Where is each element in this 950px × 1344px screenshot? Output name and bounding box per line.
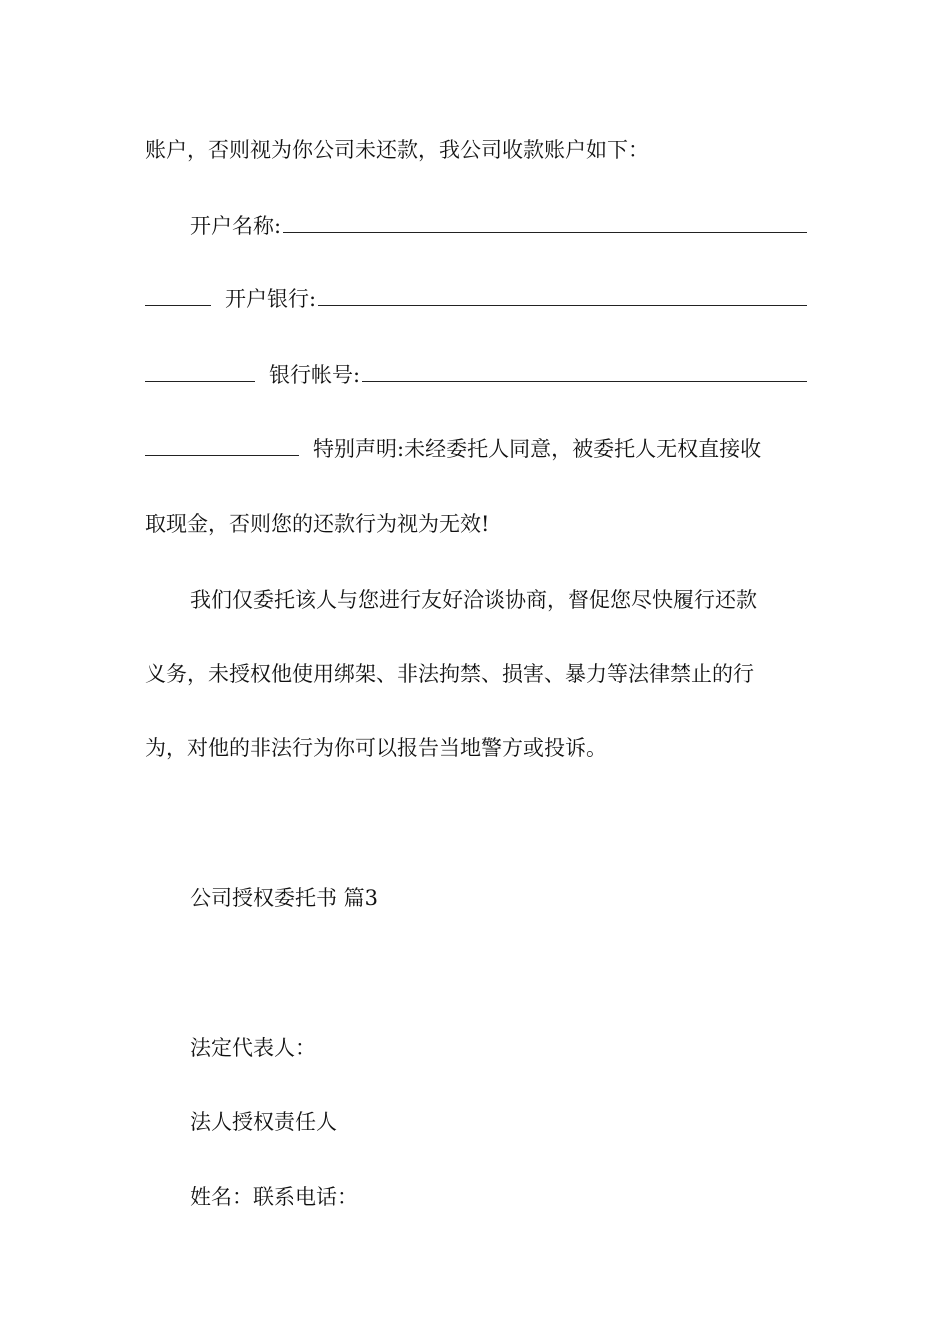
- text: 为，对他的非法行为你可以报告当地警方或投诉。: [145, 736, 607, 760]
- text: 法定代表人：: [190, 1036, 316, 1060]
- account-name-blank: [283, 210, 807, 233]
- account-no-row: [145, 359, 807, 391]
- bank-blank: [318, 283, 807, 306]
- name-phone: [145, 1181, 807, 1213]
- text: 我们仅委托该人与您进行友好洽谈协商，督促您尽快履行还款: [190, 588, 757, 612]
- section-title-text: 公司授权委托书 篇3: [190, 886, 379, 910]
- account-no-blank-cont: [145, 433, 299, 456]
- special-statement-text: 特别声明:未经委托人同意，被委托人无权直接收: [313, 437, 762, 461]
- special-statement-row: [145, 433, 807, 465]
- bank-blank-cont: [145, 359, 255, 382]
- account-name-label: 开户名称:: [190, 214, 282, 238]
- text-line-account-intro: [145, 134, 807, 166]
- account-name-blank-cont: [145, 283, 211, 306]
- bank-label: 开户银行:: [225, 287, 317, 311]
- text-line-cash: [145, 508, 807, 540]
- bank-row: [145, 283, 807, 315]
- text: 账户，否则视为你公司未还款，我公司收款账户如下：: [145, 138, 649, 162]
- text-line-obligation: [145, 658, 807, 690]
- legal-representative: [145, 1032, 807, 1064]
- text: 法人授权责任人: [190, 1110, 337, 1134]
- authorized-person: [145, 1106, 807, 1138]
- account-no-label: 银行帐号:: [269, 363, 361, 387]
- text: 姓名：联系电话：: [190, 1185, 358, 1209]
- text-line-negotiation: [145, 584, 807, 616]
- text-line-report: [145, 732, 807, 764]
- account-no-blank: [362, 359, 807, 382]
- text: 义务，未授权他使用绑架、非法拘禁、损害、暴力等法律禁止的行: [145, 662, 754, 686]
- account-name-row: [145, 210, 807, 242]
- section-title: [145, 882, 807, 914]
- text: 取现金，否则您的还款行为视为无效!: [145, 512, 490, 536]
